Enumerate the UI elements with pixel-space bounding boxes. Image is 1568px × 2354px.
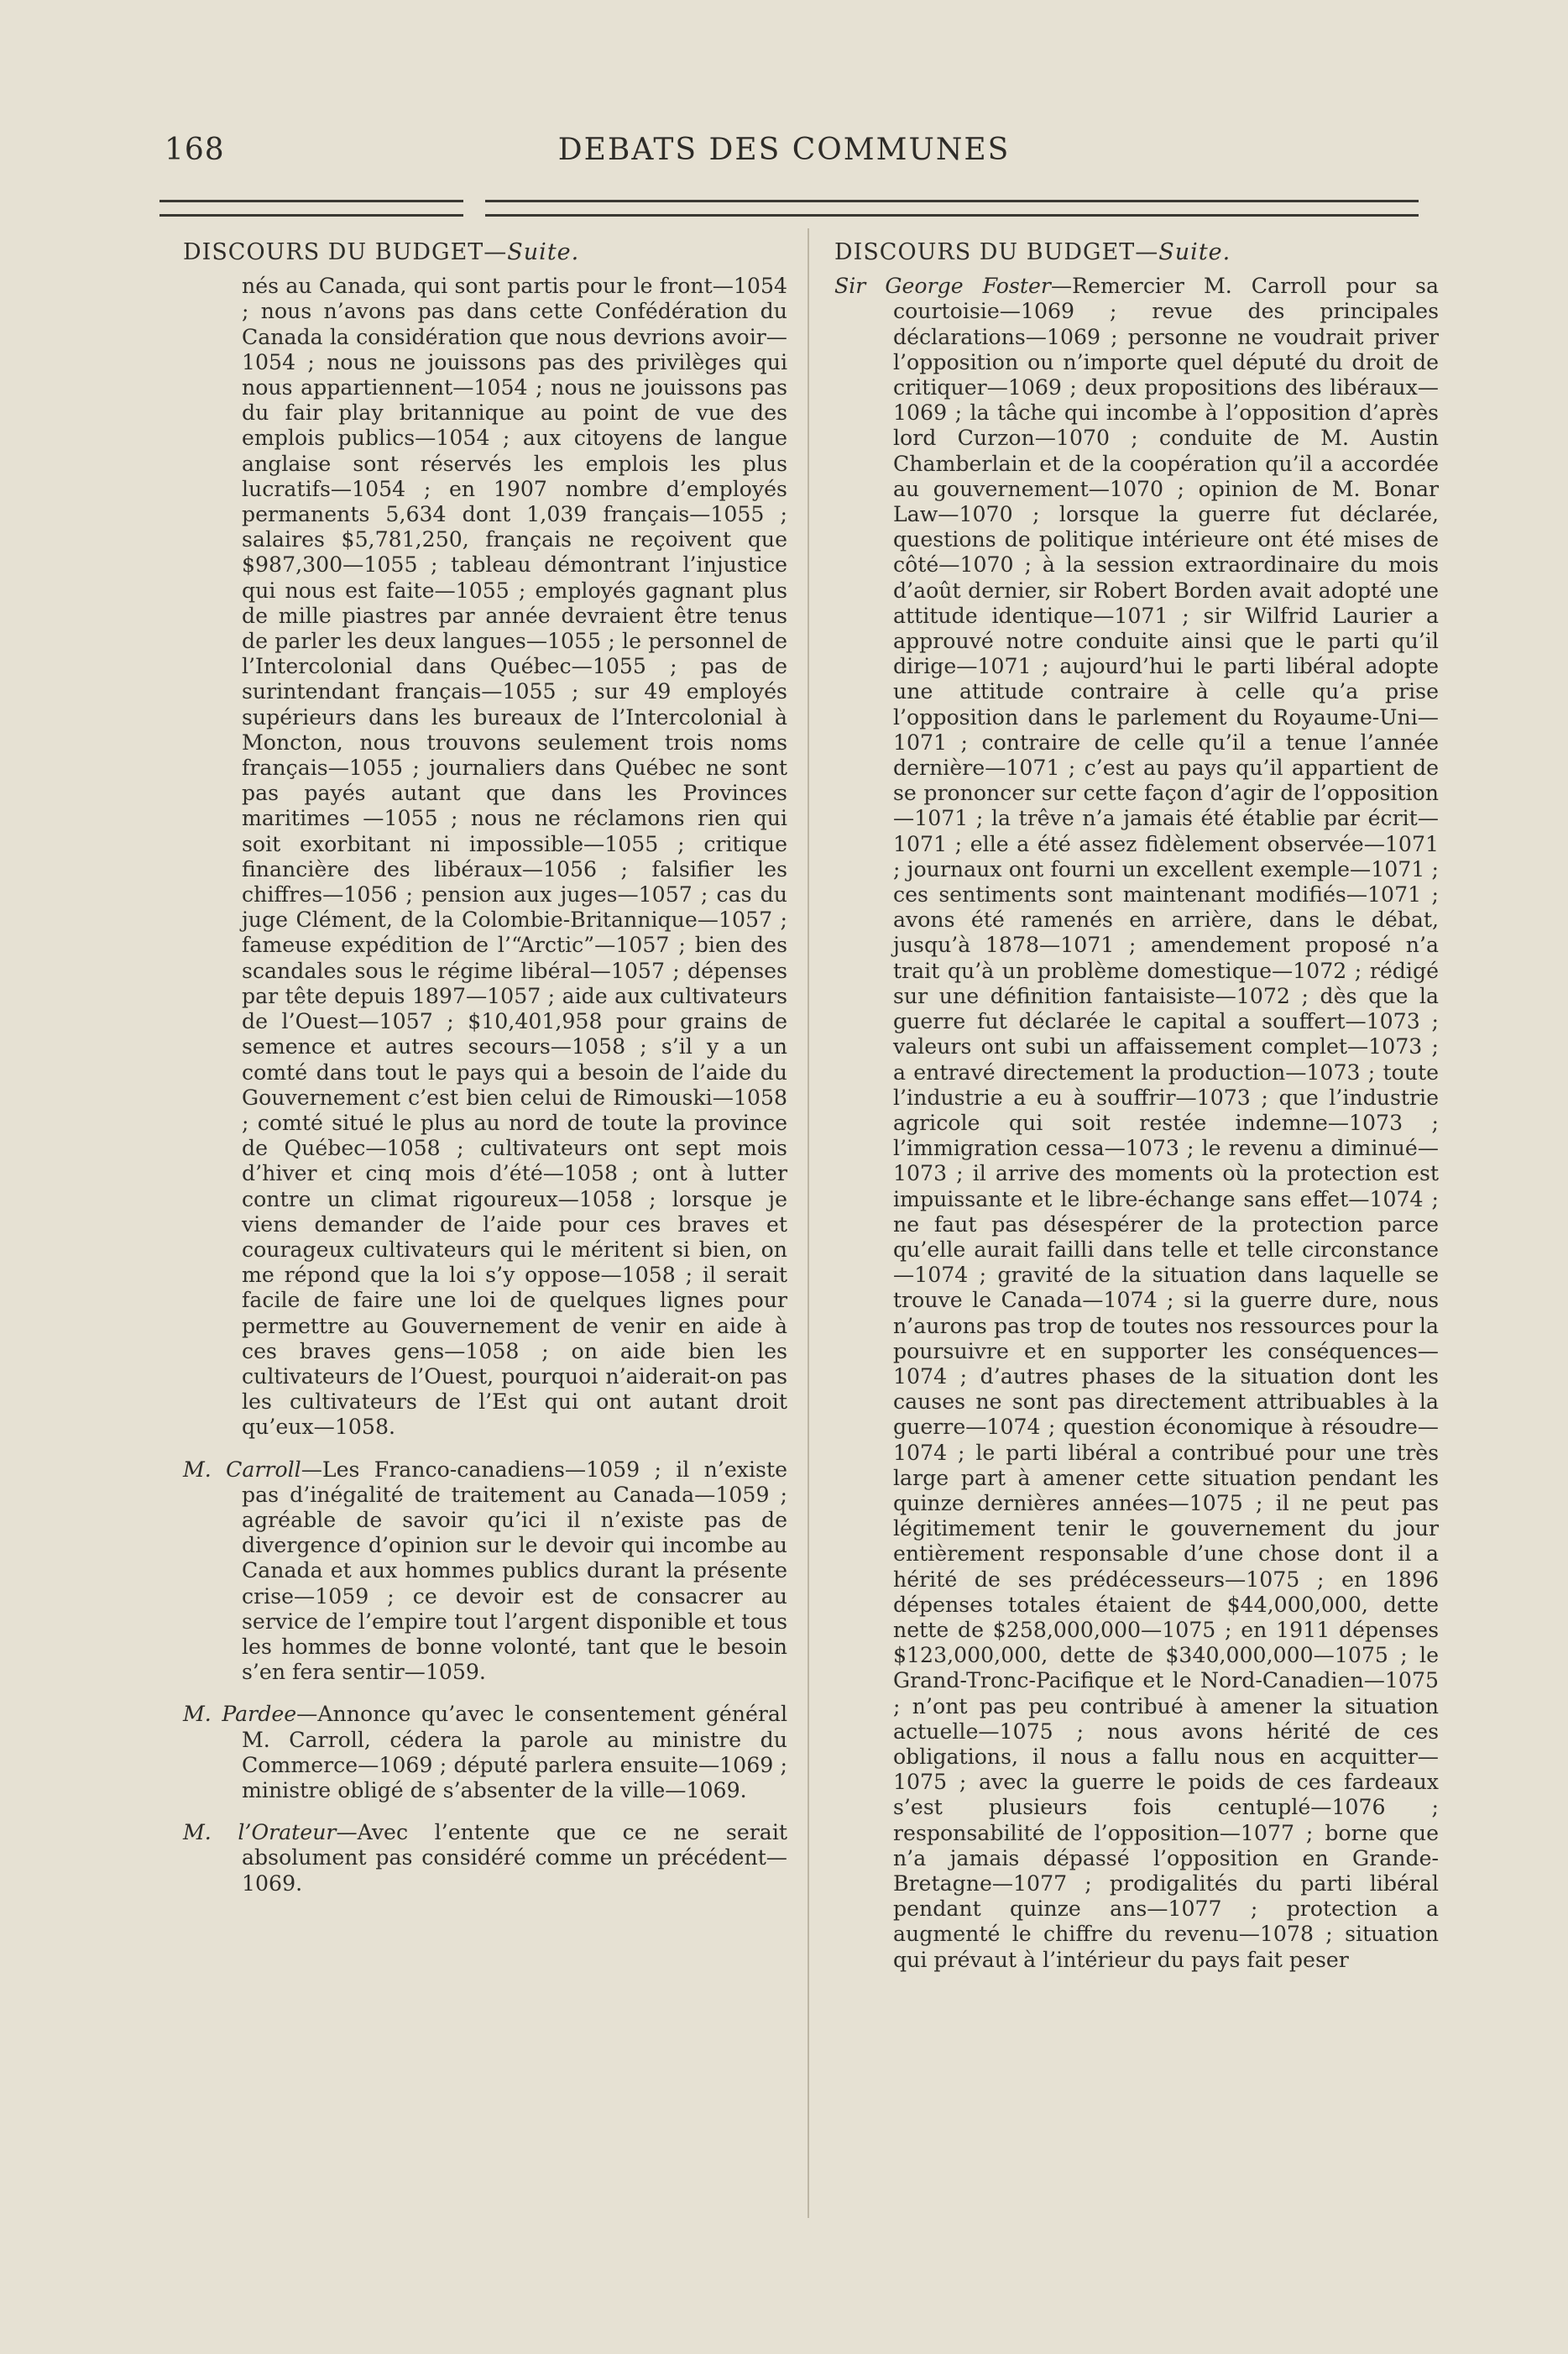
heading-suffix: Suite. xyxy=(1158,239,1231,265)
left-column xyxy=(183,240,787,1913)
heading-text: DISCOURS DU BUDGET— xyxy=(183,239,508,265)
header-rule-right xyxy=(485,200,1419,217)
speaker-name: M. Carroll xyxy=(183,1457,301,1482)
heading-suffix: Suite. xyxy=(507,239,580,265)
entry-orateur xyxy=(183,1820,787,1896)
left-column-heading xyxy=(183,240,787,265)
column-divider xyxy=(808,228,809,2218)
entry-foster xyxy=(834,274,1439,1973)
speaker-name: Sir George Foster xyxy=(834,274,1051,299)
continued-entry: nés au Canada, qui sont partis pour le front—1054 ; nous n’avons pas dans cette Confédération du Canada la considération que nous devrions avoir—1054 ; nous ne jouissons pas des privilèges qui nous appartiennent—1054 ; nous ne jouissons pas du fair play britannique au point de vue des emplois publics—1054 ; aux citoyens de langue anglaise sont réservés les emplois les plus lucratifs—1054 ; en 1907 nombre d’employés permanents 5,634 dont 1,039 français—1055 ; salaires $5,781,250, français ne reçoivent que $987,300—1055 ; tableau démontrant l’injustice qui nous est faite—1055 ; employés gagnant plus de mille piastres par année devraient être tenus de parler les deux langues—1055 ; le personnel de l’Intercolonial dans Québec—1055 ; pas de surintendant français—1055 ; sur 49 employés supérieurs dans les bureaux de l’Intercolonial à Moncton, nous trouvons seulement trois noms français—1055 ; journaliers dans Québec ne sont pas payés autant que dans les Provinces maritimes —1055 ; nous ne réclamons rien qui soit exorbitant ni impossible—1055 ; critique financière des libéraux—1056 ; falsifier les chiffres—1056 ; pension aux juges—1057 ; cas du juge Clément, de la Colombie-Britannique—1057 ; fameuse expédition de l’“Arctic”—1057 ; bien des scandales sous le régime libéral—1057 ; dépenses par tête depuis 1897—1057 ; aide aux cultivateurs de l’Ouest—1057 ; $10,401,958 pour grains de semence et autres secours—1058 ; s’il y a un comté dans tout le pays qui a besoin de l’aide du Gouvernement c’est bien celui de Rimouski—1058 ; comté situé le plus au nord de toute la province de Québec—1058 ; cultivateurs ont sept mois d’hiver et cinq mois d’été—1058 ; ont à lutter contre un climat rigoureux—1058 ; lorsque je viens demander de l’aide pour ces braves et courageux cultivateurs qui le méritent si bien, on me répond que la loi s’y oppose—1058 ; il serait facile de faire une loi de quelques lignes pour permettre au Gouvernement de venir en aide à ces braves gens—1058 ; on aide bien les cultivateurs de l’Ouest, pourquoi n’aiderait-on pas les cultivateurs de l’Est qui ont autant droit qu’eux—1058. xyxy=(242,274,787,1440)
entry-carroll xyxy=(183,1457,787,1686)
entry-text: —Avec l’entente que ce ne serait absolument pas considéré comme un précédent—1069. xyxy=(242,1820,787,1896)
page-number: 168 xyxy=(165,133,225,167)
page-title: DEBATS DES COMMUNES xyxy=(557,133,1011,167)
entry-text: —Annonce qu’avec le consentement général M. Carroll, cédera la parole au ministre du Commerce—1069 ; député parlera ensuite—1069 ; ministre obligé de s’absenter de la ville—1069. xyxy=(242,1702,787,1802)
header-rule-left xyxy=(159,200,463,217)
entry-pardee xyxy=(183,1702,787,1803)
right-column-heading xyxy=(834,240,1439,265)
right-column xyxy=(834,240,1439,1990)
heading-text: DISCOURS DU BUDGET— xyxy=(834,239,1159,265)
entry-text: —Les Franco-canadiens—1059 ; il n’existe pas d’inégalité de traitement au Canada—1059 ; agréable de savoir qu’ici il n’existe pas de divergence d’opinion sur le devoir qui incombe au Canada et aux hommes publics durant la présente crise—1059 ; ce devoir est de consacrer au service de l’empire tout l’argent disponible et tous les hommes de bonne volonté, tant que le besoin s’en fera sentir—1059. xyxy=(242,1457,787,1685)
speaker-name: M. l’Orateur xyxy=(183,1820,337,1845)
entry-text: —Remercier M. Carroll pour sa courtoisie—1069 ; revue des principales déclarations—1069 ; personne ne voudrait priver l’opposition ou n’importe quel député du droit de critiquer—1069 ; deux propositions des libéraux—1069 ; la tâche qui incombe à l’opposition d’après lord Curzon—1070 ; conduite de M. Austin Chamberlain et de la coopération qu’il a accordée au gouvernement—1070 ; opinion de M. Bonar Law—1070 ; lorsque la guerre fut déclarée, questions de politique intérieure ont été mises de côté—1070 ; à la session extraordinaire du mois d’août dernier, sir Robert Borden avait adopté une attitude identique—1071 ; sir Wilfrid Laurier a approuvé notre conduite ainsi que le parti qu’il dirige—1071 ; aujourd’hui le parti libéral adopte une attitude contraire à celle qu’a prise l’opposition dans le parlement du Royaume-Uni—1071 ; contraire de celle qu’il a tenue l’année dernière—1071 ; c’est au pays qu’il appartient de se prononcer sur cette façon d’agir de l’opposition—1071 ; la trêve n’a jamais été établie par écrit—1071 ; elle a été assez fidèlement observée—1071 ; journaux ont fourni un excellent exemple—1071 ; ces sentiments sont maintenant modifiés—1071 ; avons été ramenés en arrière, dans le débat, jusqu’à 1878—1071 ; amendement proposé n’a trait qu’à un problème domestique—1072 ; rédigé sur une définition fantaisiste—1072 ; dès que la guerre fut déclarée le capital a souffert—1073 ; valeurs ont subi un affaissement complet—1073 ; a entravé directement la production—1073 ; toute l’industrie a eu à souffrir—1073 ; que l’industrie agricole qui soit restée indemne—1073 ; l’immigration cessa—1073 ; le revenu a diminué—1073 ; il arrive des moments où la protection est impuissante et le libre-échange sans effet—1074 ; ne faut pas désespérer de la protection parce qu’elle aurait failli dans telle et telle circonstance—1074 ; gravité de la situation dans laquelle se trouve le Canada—1074 ; si la guerre dure, nous n’aurons pas trop de toutes nos ressources pour la poursuivre et en supporter les conséquences—1074 ; d’autres phases de la situation dont les causes ne sont pas directement attribuables à la guerre—1074 ; question économique à résoudre—1074 ; le parti libéral a contribué pour une très large part à amener cette situation pendant les quinze dernières années—1075 ; il ne peut pas légitimement tenir le gouvernement du jour entièrement responsable d’une chose dont il a hérité de ses prédécesseurs—1075 ; en 1896 dépenses totales étaient de $44,000,000, dette nette de $258,000,000—1075 ; en 1911 dépenses $123,000,000, dette de $340,000,000—1075 ; le Grand-Tronc-Pacifique et le Nord-Canadien—1075 ; n’ont pas peu contribué à amener la situation actuelle—1075 ; nous avons hérité de ces obligations, il nous a fallu nous en acquitter—1075 ; avec la guerre le poids de ces fardeaux s’est plusieurs fois centuplé—1076 ; responsabilité de l’opposition—1077 ; borne que n’a jamais dépassé l’opposition en Grande-Bretagne—1077 ; prodigalités du parti libéral pendant quinze ans—1077 ; protection a augmenté le chiffre du revenu—1078 ; situation qui prévaut à l’intérieur du pays fait peser xyxy=(893,274,1439,1972)
speaker-name: M. Pardee xyxy=(183,1702,297,1727)
